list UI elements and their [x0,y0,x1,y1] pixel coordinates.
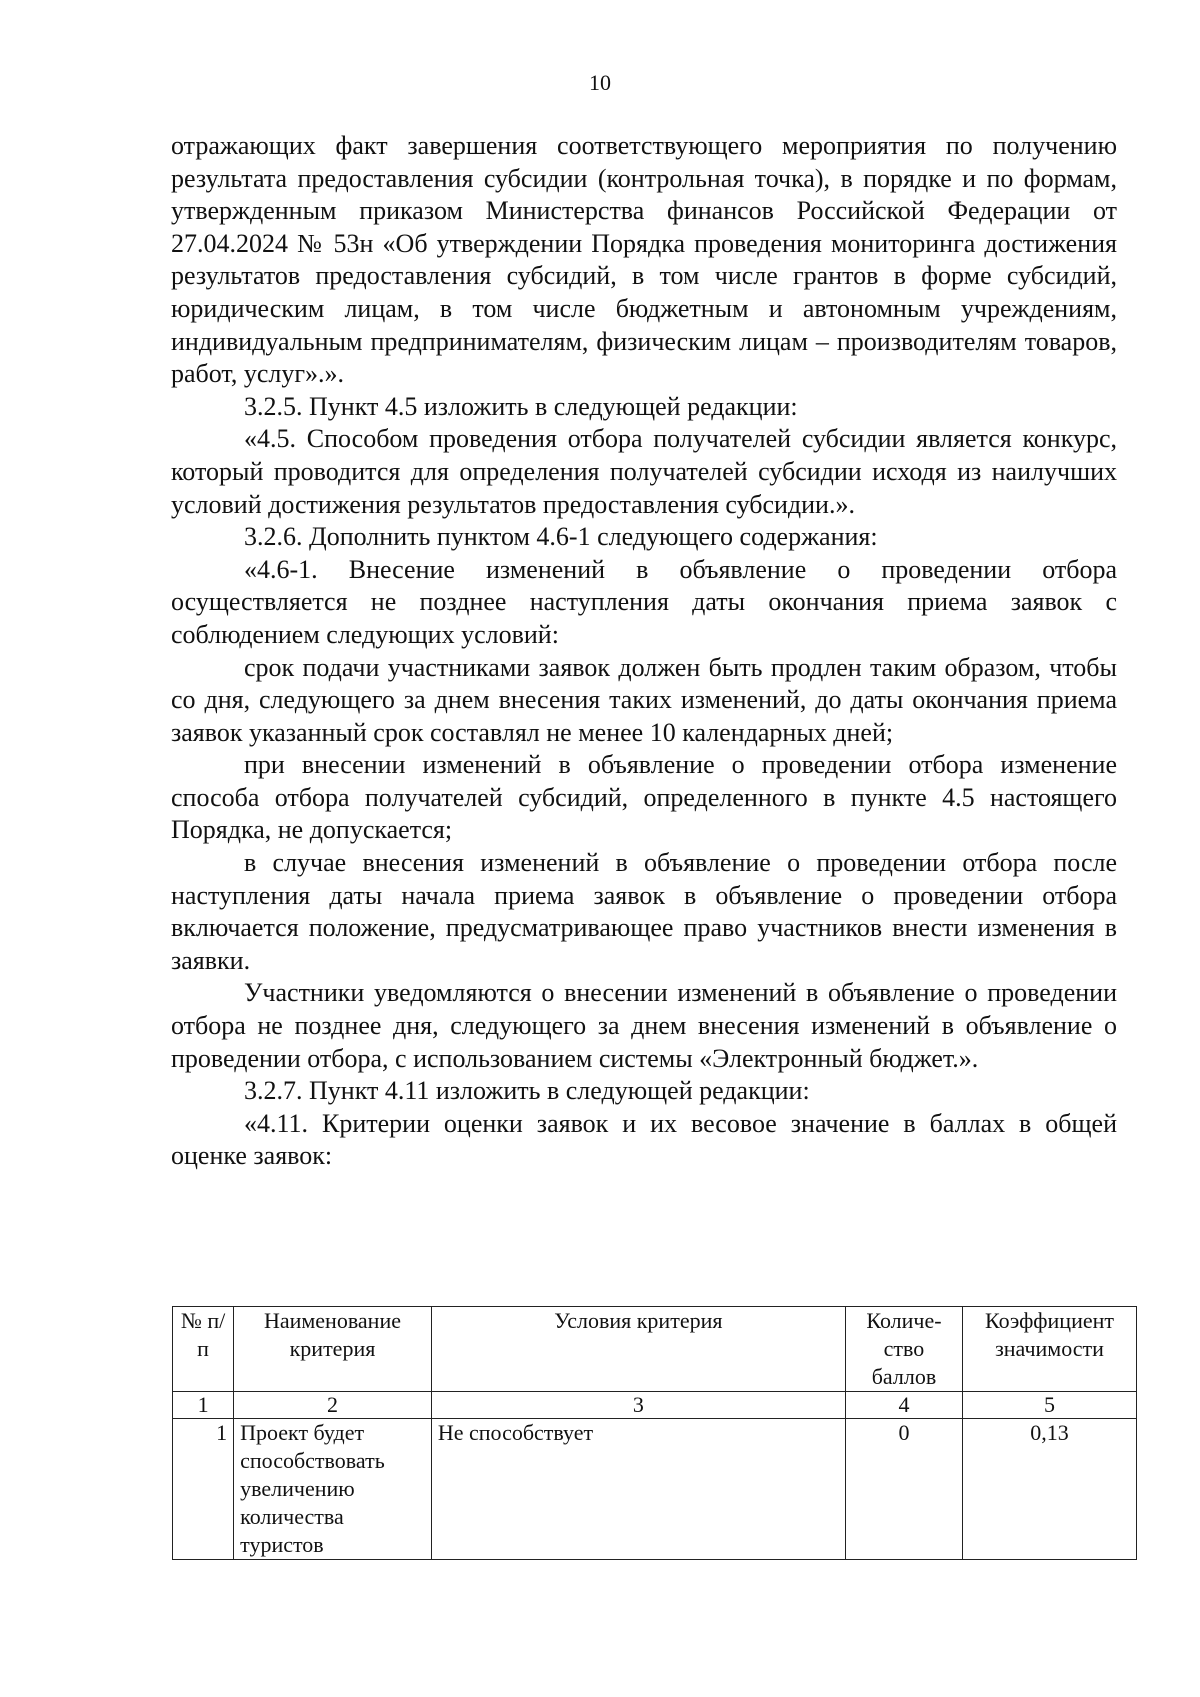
paragraph-item-4-6-1: «4.6-1. Внесение изменений в объявление о проведении отбора осуществляется не позднее наступления даты окончания приема заявок с соблюдением следующих условий: [171,554,1117,649]
criterion-condition: Не способствует [431,1419,845,1560]
header-coefficient: Коэффициент значимости [963,1307,1137,1392]
column-number: 5 [963,1392,1137,1419]
table-row [173,1419,1137,1560]
criterion-score: 0 [845,1419,962,1560]
header-number: № п/п [173,1307,234,1392]
paragraph-condition-method: при внесении изменений в объявление о проведении отбора изменение способа отбора получателей субсидий, определенного в пункте 4.5 настоящего Порядка, не допускается; [171,750,1117,845]
header-score: Количе-ство баллов [845,1307,962,1392]
paragraph-continuation: отражающих факт завершения соответствующего мероприятия по получению результата предоставления субсидии (контрольная точка), в порядке и по формам, утвержденным приказом Министерства финансов Российской Федерации от 27.04.2024 № 53н «Об утверждении Порядка проведения мониторинга достижения результатов предоставления субсидий, в том числе грантов в форме субсидий, юридическим лицам, в том числе бюджетным и автономным учреждениям, индивидуальным предпринимателям, физическим лицам – производителям товаров, работ, услуг».». [171,131,1117,389]
column-number: 4 [845,1392,962,1419]
paragraph-item-4-11: «4.11. Критерии оценки заявок и их весовое значение в баллах в общей оценке заявок: [171,1108,1117,1171]
criterion-name: Проект будет способствовать увеличению количества туристов [234,1419,432,1560]
column-numbering-row [173,1392,1137,1419]
row-number: 1 [173,1419,234,1560]
paragraph-clause-3-2-6: 3.2.6. Дополнить пунктом 4.6-1 следующего содержания: [244,522,878,552]
column-number: 3 [431,1392,845,1419]
paragraph-participants-notice: Участники уведомляются о внесении изменений в объявление о проведении отбора не позднее дня, следующего за днем внесения изменений в объявление о проведении отбора, с использованием системы «Электронный бюджет.». [171,978,1117,1073]
header-criterion-conditions: Условия критерия [431,1307,845,1392]
page-number: 10 [589,70,611,95]
criterion-coefficient: 0,13 [963,1419,1137,1560]
column-number: 1 [173,1392,234,1419]
table-header-row [173,1307,1137,1392]
document-body [171,130,1117,1173]
paragraph-clause-3-2-7: 3.2.7. Пункт 4.11 изложить в следующей редакции: [244,1076,810,1106]
paragraph-condition-deadline: срок подачи участниками заявок должен быть продлен таким образом, чтобы со дня, следующего за днем внесения таких изменений, до даты окончания приема заявок указанный срок составлял не менее 10 календарных дней; [171,652,1117,747]
paragraph-item-4-5: «4.5. Способом проведения отбора получателей субсидии является конкурс, который проводится для определения получателей субсидии исходя из наилучших условий достижения результатов предоставления субсидии.». [171,424,1117,519]
criteria-table [172,1306,1137,1560]
paragraph-condition-amendments: в случае внесения изменений в объявление о проведении отбора после наступления даты начала приема заявок в объявление о проведении отбора включается положение, предусматривающее право участников внести изменения в заявки. [171,848,1117,975]
header-criterion-name: Наименование критерия [234,1307,432,1392]
paragraph-clause-3-2-5: 3.2.5. Пункт 4.5 изложить в следующей редакции: [244,391,798,421]
column-number: 2 [234,1392,432,1419]
